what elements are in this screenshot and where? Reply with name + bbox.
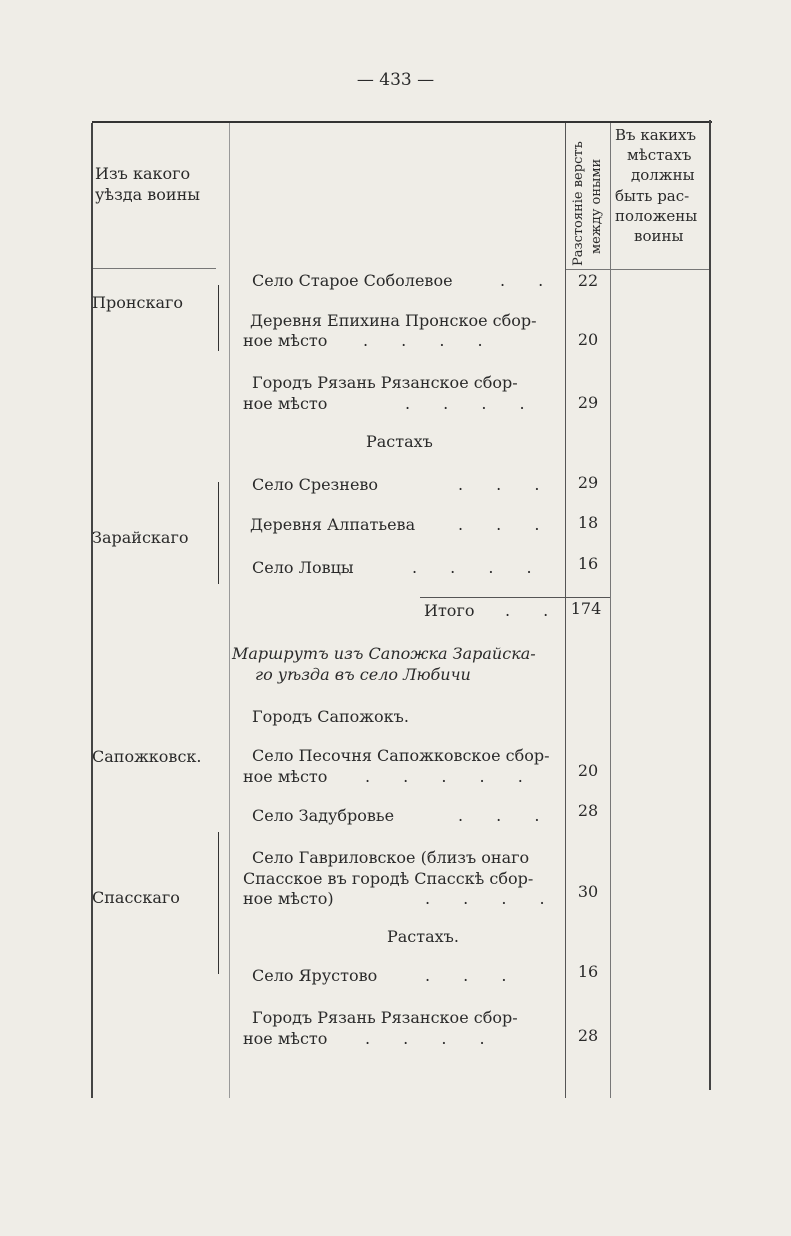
row-distance: 28 xyxy=(577,801,599,820)
row-dots: . . . . . xyxy=(365,767,537,786)
brace-spassk xyxy=(218,832,219,974)
row-dots: . . xyxy=(500,271,558,290)
district-zaraysk: Зарайскаго xyxy=(92,528,189,547)
header-location-line4: быть рас- xyxy=(615,187,690,205)
row-distance: 18 xyxy=(577,513,599,532)
header-location-line6: воины xyxy=(634,227,684,245)
row-text: ное мѣсто) xyxy=(243,889,334,908)
row-distance: 30 xyxy=(577,882,599,901)
row-text: Спасское въ городѣ Спасскѣ сбор- xyxy=(243,869,534,888)
row-distance: 16 xyxy=(577,962,599,981)
row-distance: 29 xyxy=(577,473,599,492)
table-top-rule xyxy=(92,121,712,123)
header-location-line1: Въ какихъ xyxy=(615,126,697,144)
row-text: Деревня Епихина Пронское сбор- xyxy=(250,311,537,330)
route-heading-line1: Маршрутъ изъ Сапожка Зарайска- xyxy=(232,644,536,663)
row-dots: . . . . xyxy=(425,889,559,908)
header-underline-left xyxy=(93,268,216,269)
brace-zaraysk xyxy=(218,482,219,584)
row-text: Село Срезнево xyxy=(252,475,379,494)
row-distance: 22 xyxy=(577,271,599,290)
row-dots: . . . . xyxy=(405,394,539,413)
row-distance: 28 xyxy=(577,1026,599,1045)
table-left-border xyxy=(91,123,93,1098)
row-text: Село Ловцы xyxy=(252,558,354,577)
header-distance-line1: Разстоянiе верстъ xyxy=(571,141,586,266)
header-location-line2: мѣстахъ xyxy=(627,146,692,164)
row-text: ное мѣсто xyxy=(243,767,328,786)
row-text: Городъ Сапожокъ. xyxy=(252,707,409,726)
row-text: Село Старое Соболевое xyxy=(252,271,453,290)
row-text: ное мѣсто xyxy=(243,394,328,413)
column-divider-1 xyxy=(229,123,230,1098)
row-dots: . . . xyxy=(458,475,554,494)
row-text: Село Песочня Сапожковское сбор- xyxy=(252,746,550,765)
header-district-line2: уѣзда воины xyxy=(95,185,200,204)
row-dots: . . . . xyxy=(365,1029,499,1048)
header-underline-right xyxy=(566,269,709,270)
row-text: ное мѣсто xyxy=(243,331,328,350)
header-district-line1: Изъ какого xyxy=(95,164,191,183)
district-spassk: Спасскаго xyxy=(92,888,180,907)
header-distance xyxy=(566,128,610,268)
total-dots: . . xyxy=(505,601,563,620)
row-dots: . . . xyxy=(425,966,521,985)
row-text: Село Гавриловское (близъ онаго xyxy=(252,848,530,867)
row-text: Городъ Рязань Рязанское сбор- xyxy=(252,1008,518,1027)
header-distance-line2: между оными xyxy=(589,158,604,254)
brace-pronsk xyxy=(218,285,219,351)
page-number: — 433 — xyxy=(356,70,435,90)
row-distance: 16 xyxy=(577,554,599,573)
row-distance: 20 xyxy=(577,330,599,349)
row-distance: 29 xyxy=(577,393,599,412)
table-right-border xyxy=(709,120,711,1090)
row-text: Деревня Алпатьева xyxy=(250,515,416,534)
section-rastah: Растахъ. xyxy=(387,927,459,946)
total-label: Итого xyxy=(424,601,475,620)
row-dots: . . . xyxy=(458,515,554,534)
section-rastah: Растахъ xyxy=(366,432,433,451)
total-distance: 174 xyxy=(570,599,602,618)
header-location-line5: положены xyxy=(615,207,698,225)
row-dots: . . . . xyxy=(363,331,497,350)
row-dots: . . . xyxy=(458,806,554,825)
row-dots: . . . . xyxy=(412,558,546,577)
row-text: ное мѣсто xyxy=(243,1029,328,1048)
row-text: Село Задубровье xyxy=(252,806,395,825)
itogo-rule xyxy=(420,597,610,598)
district-sapozhok: Сапожковск. xyxy=(92,747,202,766)
row-text: Городъ Рязань Рязанское сбор- xyxy=(252,373,518,392)
route-heading-line2: го уѣзда въ село Любичи xyxy=(255,665,471,684)
row-text: Село Ярустово xyxy=(252,966,378,985)
district-pronsk: Пронскаго xyxy=(92,293,184,312)
header-location-line3: должны xyxy=(631,166,695,184)
row-distance: 20 xyxy=(577,761,599,780)
